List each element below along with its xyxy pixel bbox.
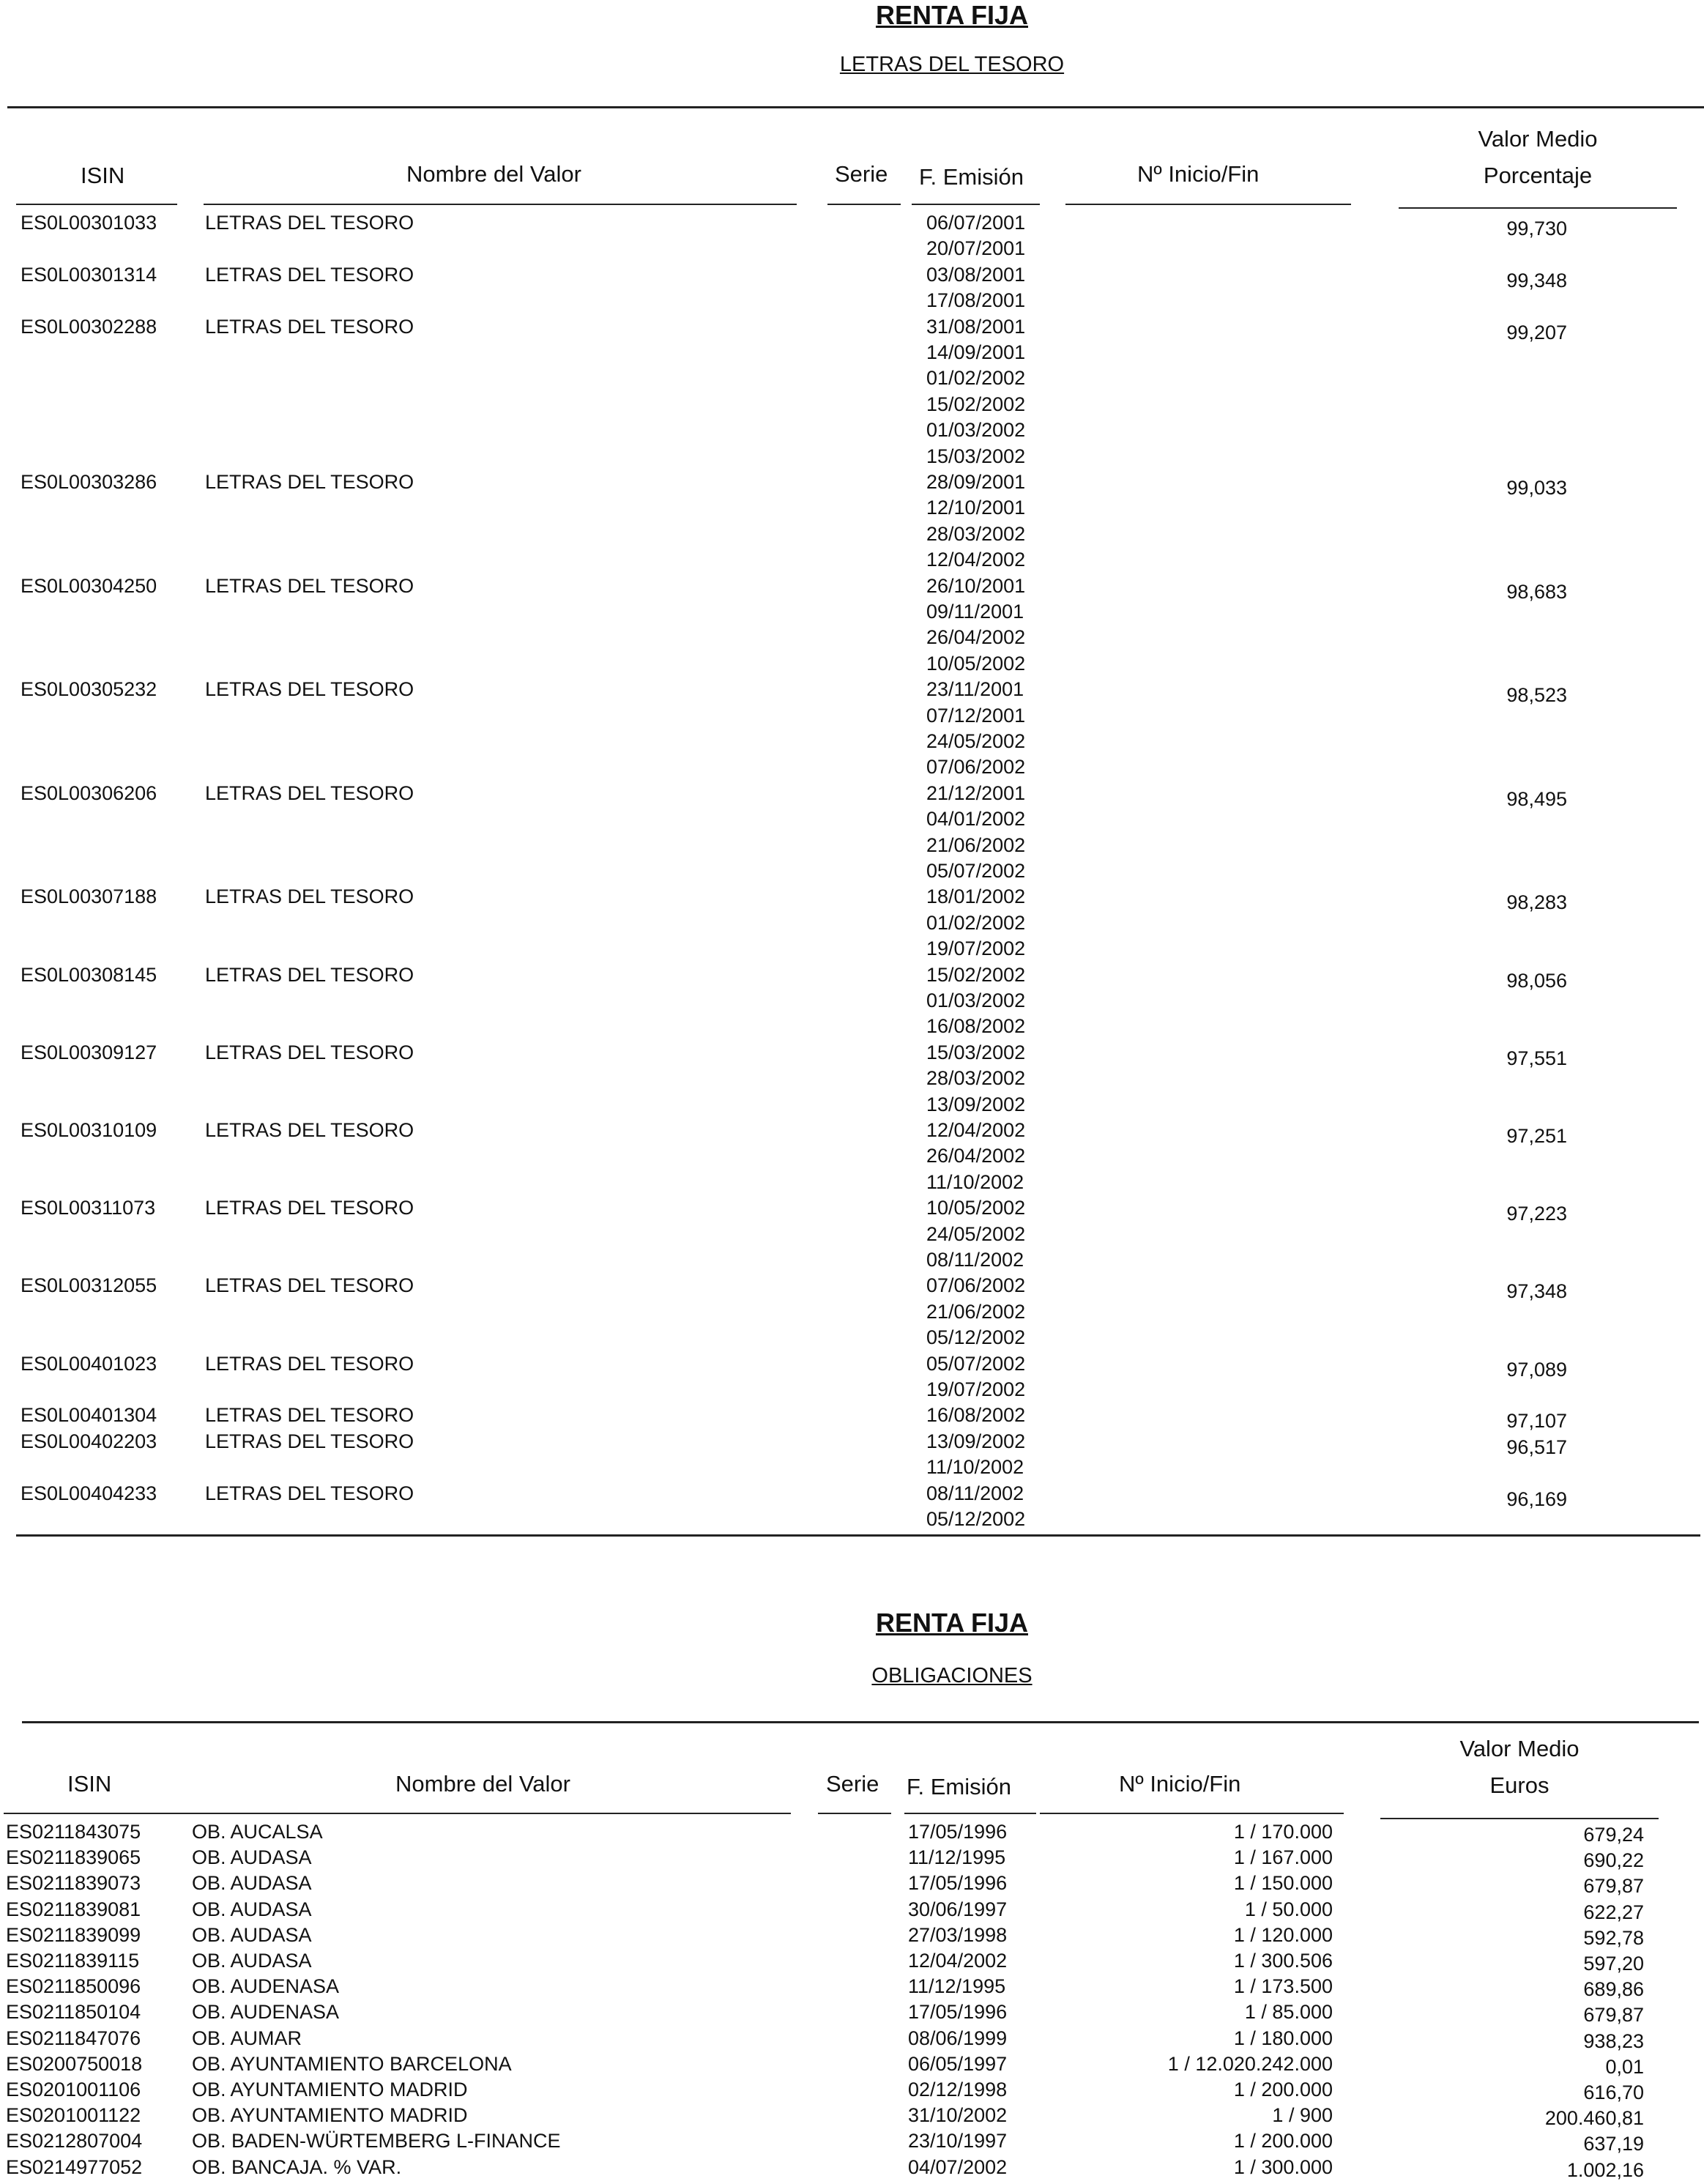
fecha-emision-cell: 18/01/2002	[926, 885, 1026, 908]
nombre-cell: LETRAS DEL TESORO	[205, 1430, 414, 1452]
fecha-emision-cell: 24/05/2002	[926, 1222, 1026, 1245]
valor-cell: 99,033	[1506, 477, 1567, 499]
isin-cell: ES0L00302288	[21, 315, 157, 338]
valor-cell: 97,551	[1506, 1047, 1567, 1069]
fecha-emision-cell: 11/12/1995	[908, 1975, 1006, 1998]
fecha-emision-cell: 27/03/1998	[908, 1923, 1008, 1946]
fecha-emision-cell: 20/07/2001	[926, 237, 1026, 260]
fecha-emision-cell: 28/03/2002	[926, 1067, 1026, 1090]
fecha-emision-cell: 31/10/2002	[908, 2104, 1008, 2127]
isin-cell: ES0L00301033	[21, 212, 157, 234]
inicio-fin-cell: 1 / 200.000	[1233, 2079, 1333, 2101]
fecha-emision-cell: 28/03/2002	[926, 522, 1026, 545]
inicio-fin-cell: 1 / 200.000	[1233, 2130, 1333, 2153]
fecha-emision-cell: 17/05/1996	[908, 1821, 1008, 1843]
fecha-emision-cell: 05/12/2002	[926, 1508, 1026, 1530]
nombre-cell: LETRAS DEL TESORO	[205, 1352, 414, 1375]
inicio-fin-cell: 1 / 170.000	[1233, 1821, 1333, 1843]
isin-cell: ES0L00306206	[21, 781, 157, 804]
fecha-emision-cell: 01/02/2002	[926, 911, 1026, 934]
obligaciones-header-unidad: Euros	[1489, 1772, 1549, 1798]
obligaciones-header-emision: F. Emisión	[907, 1774, 1011, 1799]
valor-cell: 98,523	[1506, 684, 1567, 707]
obligaciones-header-isin: ISIN	[67, 1771, 112, 1797]
nombre-cell: OB. AYUNTAMIENTO BARCELONA	[192, 2052, 512, 2075]
fecha-emision-cell: 21/12/2001	[926, 781, 1026, 804]
isin-cell: ES0214977052	[6, 2155, 143, 2178]
isin-cell: ES0L00303286	[21, 471, 157, 493]
letras-header-isin: ISIN	[81, 163, 125, 188]
isin-cell: ES0200750018	[6, 2052, 143, 2075]
isin-cell: ES0L00304250	[21, 574, 157, 597]
fecha-emision-cell: 06/05/1997	[908, 2052, 1008, 2075]
valor-cell: 99,730	[1506, 218, 1567, 239]
fecha-emision-cell: 05/12/2002	[926, 1326, 1026, 1349]
obligaciones-header-nombre: Nombre del Valor	[395, 1771, 570, 1797]
fecha-emision-cell: 17/05/1996	[908, 1872, 1008, 1895]
valor-cell: 0,01	[1605, 2055, 1644, 2078]
letras-header-rule	[204, 204, 797, 205]
fecha-emision-cell: 07/12/2001	[926, 704, 1026, 727]
nombre-cell: LETRAS DEL TESORO	[205, 1482, 414, 1504]
isin-cell: ES0L00312055	[21, 1274, 157, 1297]
fecha-emision-cell: 24/05/2002	[926, 730, 1026, 752]
isin-cell: ES0L00401023	[21, 1352, 157, 1375]
fecha-emision-cell: 03/08/2001	[926, 263, 1026, 286]
fecha-emision-cell: 08/11/2002	[926, 1482, 1024, 1504]
valor-cell: 97,348	[1506, 1280, 1567, 1303]
fecha-emision-cell: 08/11/2002	[926, 1249, 1024, 1271]
nombre-cell: OB. AUDENASA	[192, 1975, 340, 1998]
letras-header-unidad: Porcentaje	[1483, 163, 1593, 188]
nombre-cell: LETRAS DEL TESORO	[205, 1041, 414, 1063]
fecha-emision-cell: 11/10/2002	[926, 1170, 1024, 1193]
obligaciones-header-rule	[1040, 1813, 1344, 1814]
fecha-emision-cell: 16/08/2002	[926, 1404, 1026, 1427]
letras-subtitle: LETRAS DEL TESORO	[839, 53, 1065, 76]
isin-cell: ES0L00402203	[21, 1430, 157, 1452]
fecha-emision-cell: 08/06/1999	[908, 2027, 1008, 2049]
nombre-cell: OB. AYUNTAMIENTO MADRID	[192, 2104, 468, 2127]
inicio-fin-cell: 1 / 150.000	[1233, 1872, 1333, 1895]
obligaciones-header-valor-medio: Valor Medio	[1459, 1736, 1580, 1761]
inicio-fin-cell: 1 / 50.000	[1244, 1898, 1333, 1920]
fecha-emision-cell: 12/04/2002	[908, 1950, 1008, 1972]
fecha-emision-cell: 05/07/2002	[926, 1352, 1026, 1375]
valor-cell: 938,23	[1583, 2029, 1644, 2052]
isin-cell: ES0211843075	[6, 1821, 141, 1843]
letras-title: RENTA FIJA	[875, 0, 1028, 30]
fecha-emision-cell: 13/09/2002	[926, 1430, 1026, 1452]
valor-cell: 98,683	[1506, 580, 1567, 603]
isin-cell: ES0201001106	[6, 2079, 141, 2101]
inicio-fin-cell: 1 / 180.000	[1233, 2027, 1333, 2049]
nombre-cell: LETRAS DEL TESORO	[205, 212, 414, 234]
inicio-fin-cell: 1 / 173.500	[1233, 1975, 1333, 1998]
fecha-emision-cell: 15/02/2002	[926, 963, 1026, 986]
fecha-emision-cell: 02/12/1998	[908, 2079, 1008, 2101]
obligaciones-header-rule	[904, 1813, 1036, 1814]
valor-cell: 679,87	[1583, 2004, 1644, 2027]
nombre-cell: OB. BADEN-WÜRTEMBERG L-FINANCE	[192, 2130, 561, 2153]
obligaciones-top-rule	[22, 1721, 1699, 1723]
obligaciones-header-rule	[1380, 1818, 1659, 1819]
nombre-cell: LETRAS DEL TESORO	[205, 1274, 414, 1297]
isin-cell: ES0211850104	[6, 2001, 141, 2024]
isin-cell: ES0201001122	[6, 2104, 141, 2127]
isin-cell: ES0L00309127	[21, 1041, 157, 1063]
inicio-fin-cell: 1 / 300.506	[1233, 1950, 1333, 1972]
valor-cell: 97,251	[1506, 1125, 1567, 1147]
letras-header-rule	[16, 204, 177, 205]
fecha-emision-cell: 21/06/2002	[926, 833, 1026, 856]
isin-cell: ES0211839081	[6, 1898, 141, 1920]
fecha-emision-cell: 26/04/2002	[926, 626, 1026, 649]
fecha-emision-cell: 17/08/2001	[926, 289, 1026, 312]
valor-cell: 97,107	[1506, 1410, 1567, 1433]
valor-cell: 689,86	[1583, 1978, 1644, 2001]
valor-cell: 1.002,16	[1566, 2158, 1644, 2181]
nombre-cell: OB. AUDASA	[192, 1898, 312, 1920]
fecha-emision-cell: 19/07/2002	[926, 1378, 1026, 1400]
isin-cell: ES0211847076	[6, 2027, 141, 2049]
fecha-emision-cell: 10/05/2002	[926, 1197, 1026, 1219]
nombre-cell: OB. AUMAR	[192, 2027, 302, 2049]
fecha-emision-cell: 23/11/2001	[926, 678, 1024, 701]
isin-cell: ES0L00307188	[21, 885, 157, 908]
letras-header-rule	[1399, 207, 1677, 209]
nombre-cell: LETRAS DEL TESORO	[205, 678, 414, 701]
fecha-emision-cell: 07/06/2002	[926, 1274, 1026, 1297]
nombre-cell: OB. AUDASA	[192, 1923, 312, 1946]
valor-cell: 597,20	[1583, 1953, 1644, 1975]
fecha-emision-cell: 10/05/2002	[926, 652, 1026, 675]
isin-cell: ES0212807004	[6, 2130, 143, 2153]
fecha-emision-cell: 13/09/2002	[926, 1093, 1026, 1115]
letras-header-rule	[912, 204, 1040, 205]
letras-header-rule	[827, 204, 901, 205]
letras-header-nombre: Nombre del Valor	[406, 161, 581, 187]
nombre-cell: OB. AUDENASA	[192, 2001, 340, 2024]
fecha-emision-cell: 04/01/2002	[926, 808, 1026, 831]
inicio-fin-cell: 1 / 167.000	[1233, 1846, 1333, 1869]
isin-cell: ES0211839065	[6, 1846, 141, 1869]
valor-cell: 616,70	[1583, 2081, 1644, 2103]
fecha-emision-cell: 01/02/2002	[926, 367, 1026, 390]
valor-cell: 98,056	[1506, 969, 1567, 992]
nombre-cell: LETRAS DEL TESORO	[205, 315, 414, 338]
obligaciones-title: RENTA FIJA	[875, 1608, 1028, 1638]
nombre-cell: OB. AUCALSA	[192, 1821, 323, 1843]
isin-cell: ES0211850096	[6, 1975, 141, 1998]
isin-cell: ES0L00404233	[21, 1482, 157, 1504]
nombre-cell: LETRAS DEL TESORO	[205, 574, 414, 597]
isin-cell: ES0L00401304	[21, 1404, 157, 1427]
valor-cell: 200.460,81	[1544, 2107, 1644, 2130]
inicio-fin-cell: 1 / 300.000	[1233, 2155, 1333, 2178]
fecha-emision-cell: 28/09/2001	[926, 471, 1026, 493]
valor-cell: 96,169	[1506, 1487, 1567, 1510]
nombre-cell: LETRAS DEL TESORO	[205, 885, 414, 908]
valor-cell: 679,24	[1583, 1824, 1644, 1846]
inicio-fin-cell: 1 / 85.000	[1244, 2001, 1333, 2024]
obligaciones-header-rule	[4, 1813, 791, 1814]
isin-cell: ES0L00311073	[21, 1197, 156, 1219]
valor-cell: 622,27	[1583, 1901, 1644, 1923]
nombre-cell: LETRAS DEL TESORO	[205, 471, 414, 493]
letras-header-inicio-fin: Nº Inicio/Fin	[1137, 161, 1260, 187]
nombre-cell: LETRAS DEL TESORO	[205, 1119, 414, 1141]
nombre-cell: OB. AUDASA	[192, 1872, 312, 1895]
letras-header-serie: Serie	[835, 161, 888, 187]
nombre-cell: LETRAS DEL TESORO	[205, 963, 414, 986]
obligaciones-header-serie: Serie	[826, 1771, 879, 1797]
valor-cell: 690,22	[1583, 1849, 1644, 1872]
fecha-emision-cell: 07/06/2002	[926, 756, 1026, 779]
nombre-cell: LETRAS DEL TESORO	[205, 263, 414, 286]
isin-cell: ES0211839073	[6, 1872, 141, 1895]
obligaciones-header-rule	[818, 1813, 891, 1814]
fecha-emision-cell: 31/08/2001	[926, 315, 1026, 338]
fecha-emision-cell: 05/07/2002	[926, 860, 1026, 882]
valor-cell: 99,348	[1506, 269, 1567, 291]
valor-cell: 97,089	[1506, 1358, 1567, 1381]
fecha-emision-cell: 09/11/2001	[926, 601, 1024, 623]
fecha-emision-cell: 12/10/2001	[926, 497, 1026, 519]
fecha-emision-cell: 17/05/1996	[908, 2001, 1008, 2024]
valor-cell: 97,223	[1506, 1203, 1567, 1225]
fecha-emision-cell: 30/06/1997	[908, 1898, 1008, 1920]
fecha-emision-cell: 11/10/2002	[926, 1456, 1024, 1479]
isin-cell: ES0L00301314	[21, 263, 157, 286]
nombre-cell: LETRAS DEL TESORO	[205, 1197, 414, 1219]
valor-cell: 96,517	[1506, 1435, 1567, 1458]
fecha-emision-cell: 11/12/1995	[908, 1846, 1006, 1869]
nombre-cell: LETRAS DEL TESORO	[205, 1404, 414, 1427]
fecha-emision-cell: 15/03/2002	[926, 1041, 1026, 1063]
fecha-emision-cell: 26/04/2002	[926, 1145, 1026, 1167]
fecha-emision-cell: 12/04/2002	[926, 1119, 1026, 1141]
inicio-fin-cell: 1 / 900	[1272, 2104, 1333, 2127]
letras-top-rule	[7, 106, 1704, 108]
isin-cell: ES0211839115	[6, 1950, 140, 1972]
inicio-fin-cell: 1 / 12.020.242.000	[1167, 2052, 1333, 2075]
fecha-emision-cell: 01/03/2002	[926, 989, 1026, 1011]
fecha-emision-cell: 12/04/2002	[926, 549, 1026, 571]
fecha-emision-cell: 15/02/2002	[926, 393, 1026, 415]
fecha-emision-cell: 26/10/2001	[926, 574, 1026, 597]
letras-header-rule	[1065, 204, 1351, 205]
valor-cell: 637,19	[1583, 2133, 1644, 2155]
inicio-fin-cell: 1 / 120.000	[1233, 1923, 1333, 1946]
nombre-cell: OB. BANCAJA. % VAR.	[192, 2155, 402, 2178]
valor-cell: 98,283	[1506, 891, 1567, 914]
fecha-emision-cell: 06/07/2001	[926, 212, 1026, 234]
fecha-emision-cell: 15/03/2002	[926, 445, 1026, 467]
nombre-cell: OB. AYUNTAMIENTO MADRID	[192, 2079, 468, 2101]
valor-cell: 99,207	[1506, 321, 1567, 343]
obligaciones-subtitle: OBLIGACIONES	[871, 1664, 1033, 1687]
fecha-emision-cell: 14/09/2001	[926, 341, 1026, 363]
fecha-emision-cell: 23/10/1997	[908, 2130, 1008, 2153]
nombre-cell: OB. AUDASA	[192, 1846, 312, 1869]
fecha-emision-cell: 01/03/2002	[926, 419, 1026, 442]
valor-cell: 592,78	[1583, 1926, 1644, 1949]
isin-cell: ES0L00310109	[21, 1119, 157, 1141]
valor-cell: 98,495	[1506, 787, 1567, 810]
valor-cell: 679,87	[1583, 1875, 1644, 1898]
fecha-emision-cell: 16/08/2002	[926, 1015, 1026, 1038]
nombre-cell: LETRAS DEL TESORO	[205, 781, 414, 804]
nombre-cell: OB. AUDASA	[192, 1950, 312, 1972]
letras-header-valor-medio: Valor Medio	[1478, 126, 1598, 152]
letras-header-emision: F. Emisión	[919, 164, 1024, 190]
obligaciones-header-inicio-fin: Nº Inicio/Fin	[1119, 1771, 1241, 1797]
fecha-emision-cell: 21/06/2002	[926, 1300, 1026, 1323]
fecha-emision-cell: 19/07/2002	[926, 937, 1026, 960]
fecha-emision-cell: 04/07/2002	[908, 2155, 1008, 2178]
letras-bottom-rule	[16, 1534, 1700, 1537]
isin-cell: ES0L00305232	[21, 678, 157, 701]
isin-cell: ES0211839099	[6, 1923, 141, 1946]
isin-cell: ES0L00308145	[21, 963, 157, 986]
